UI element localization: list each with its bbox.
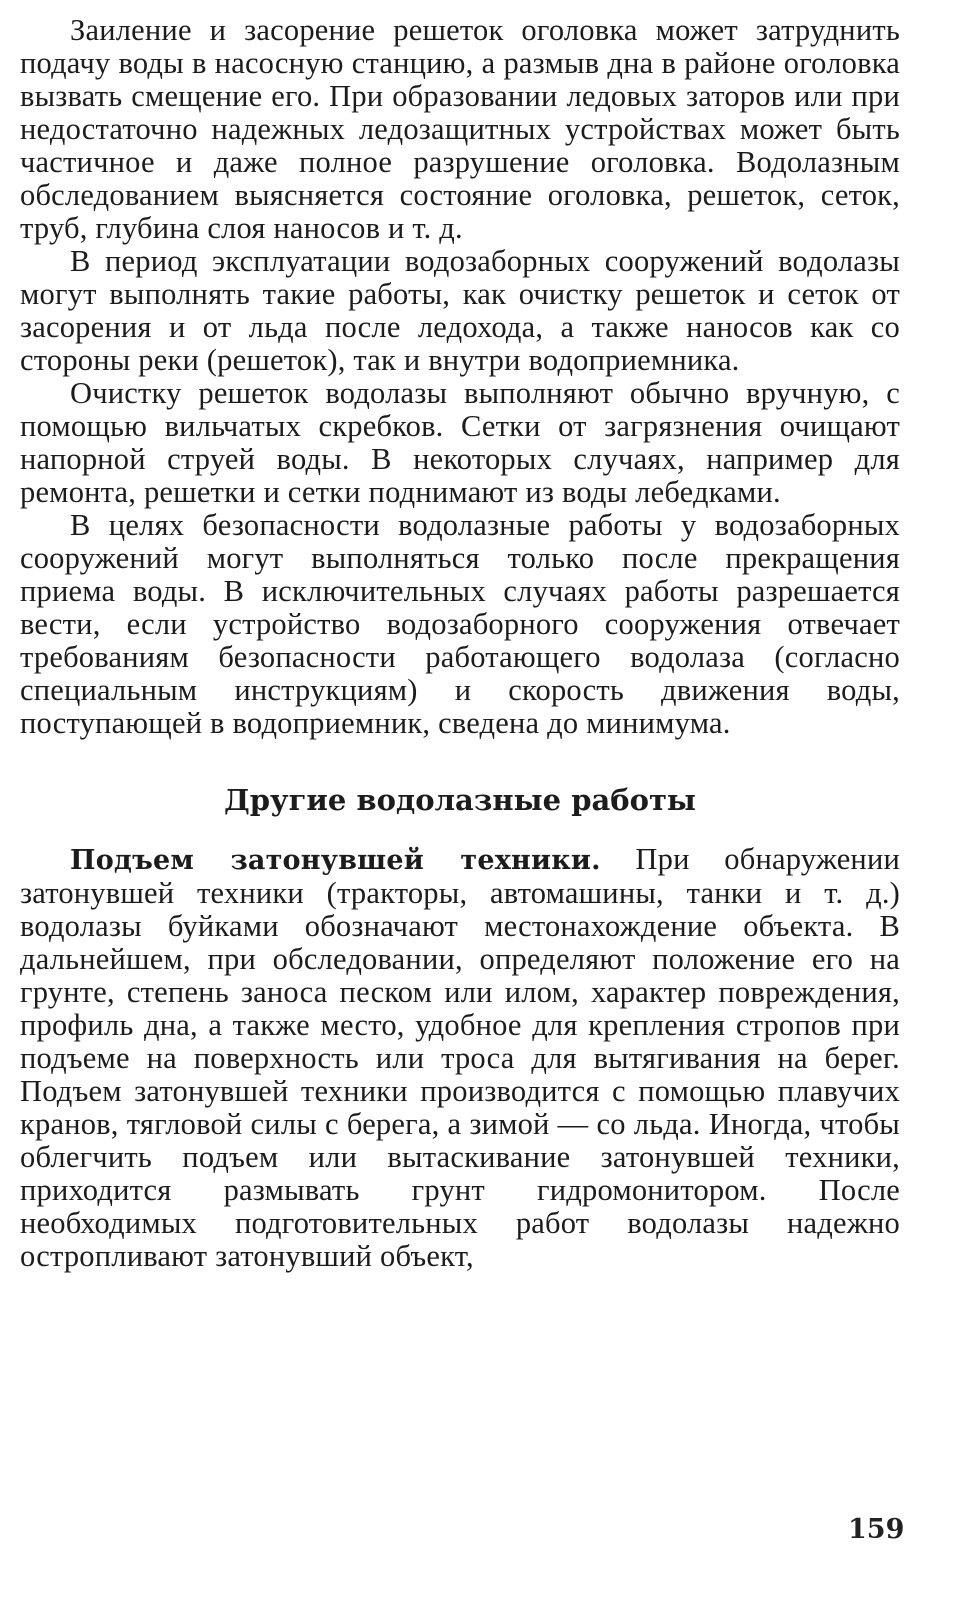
paragraph-1: Заиление и засорение решеток оголовка может затруднить подачу воды в насосную станцию, а размыв дна в районе оголовка вызвать смещение его. При образовании ледовых заторов или при недостаточно надежных ледозащитных устройствах может быть частичное и даже полное разрушение оголовка. Водолазным обследованием выясняется состояние оголовка, решеток, сеток, труб, глубина слоя наносов и т. д.	[20, 13, 900, 245]
runin-title: Подъем затонувшей техники.	[70, 845, 601, 876]
runin-text: При обнаружении затонувшей техники (тракторы, автомашины, танки и т. д.) водолазы буйками обозначают местонахождение объекта. В дальнейшем, при обследовании, определяют положение его на грунте, степень заноса песком или илом, характер повреждения, профиль дна, а также место, удобное для крепления стропов при подъеме на поверхность или троса для вытягивания на берег. Подъем затонувшей техники производится с помощью плавучих кранов, тягловой силы с берега, а зимой — со льда. Иногда, чтобы облегчить подъем или вытаскивание затонувшей техники, приходится размывать грунт гидромонитором. После необходимых подготовительных работ водолазы надежно остропливают затонувший объект,	[20, 842, 900, 1273]
paragraph-3: Очистку решеток водолазы выполняют обычно вручную, с помощью вильчатых скребков. Сетки от загрязнения очищают напорной струей воды. В некоторых случаях, например для ремонта, решетки и сетки поднимают из воды лебедками.	[20, 376, 900, 509]
page-number: 159	[848, 1514, 905, 1545]
paragraph-2: В период эксплуатации водозаборных сооружений водолазы могут выполнять такие работы, как очистку решеток и сеток от засорения и от льда после ледохода, а также наносов как со стороны реки (решеток), так и внутри водоприемника.	[20, 244, 900, 377]
section-heading: Другие водолазные работы	[223, 783, 696, 817]
paragraph-4: В целях безопасности водолазные работы у водозаборных сооружений могут выполняться только после прекращения приема воды. В исключительных случаях работы разрешается вести, если устройство водозаборного сооружения отвечает требованиям безопасности работающего водолаза (согласно специальным инструкциям) и скорость движения воды, поступающей в водоприемник, сведена до минимума.	[20, 508, 900, 740]
paragraph-5	[20, 843, 900, 1273]
page-body	[20, 14, 900, 1273]
